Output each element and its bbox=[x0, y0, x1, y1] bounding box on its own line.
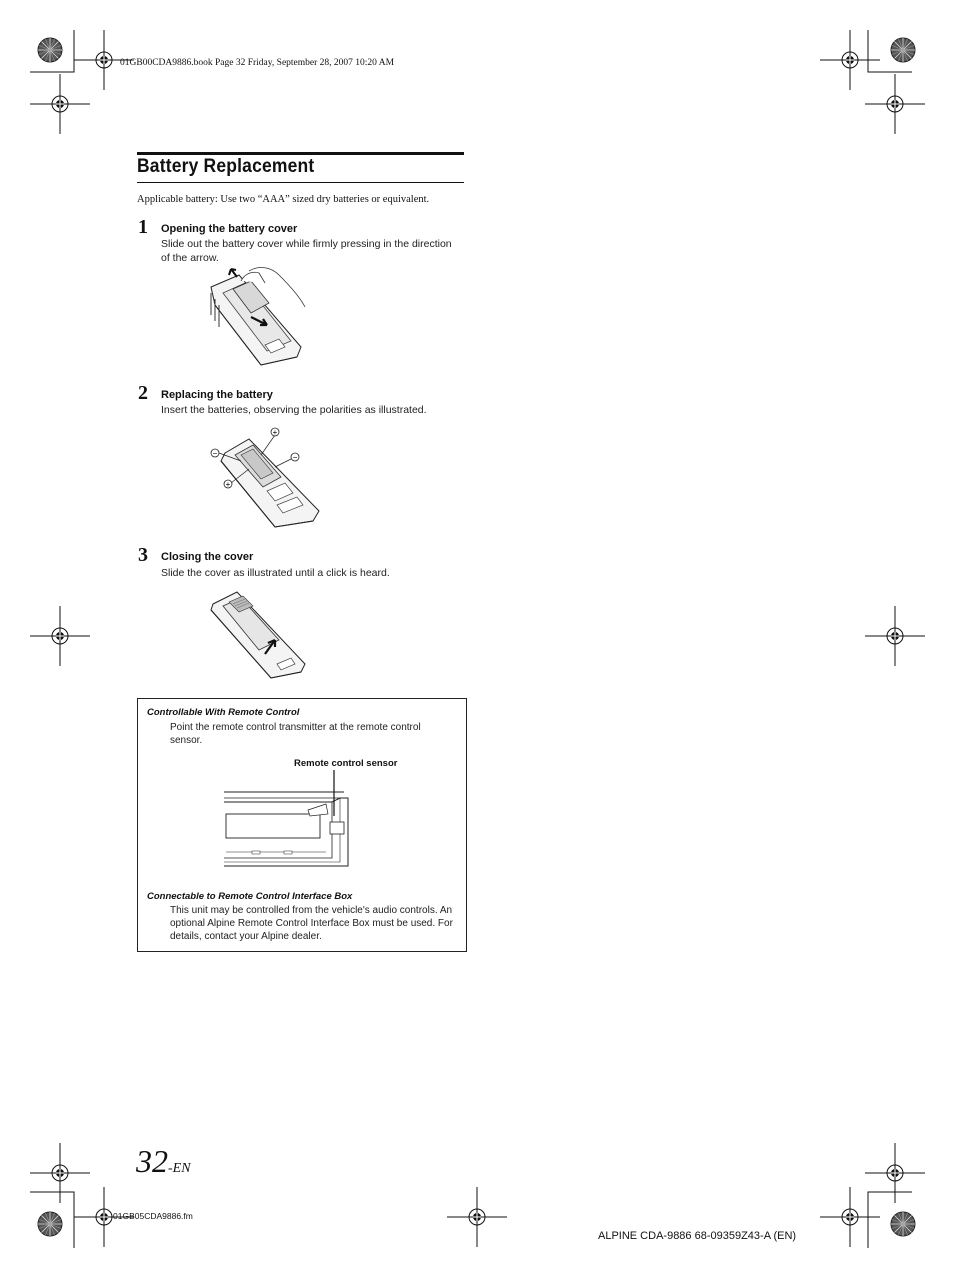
title-rule-top bbox=[137, 152, 464, 155]
page-number-value: 32 bbox=[136, 1143, 168, 1179]
step-1-title: Opening the battery cover bbox=[161, 223, 298, 235]
note-text-controllable: Point the remote control transmitter at the remote control sensor. bbox=[170, 722, 421, 746]
step-2-number: 2 bbox=[138, 382, 148, 404]
note-text-connectable: This unit may be controlled from the vehicle's audio controls. An optional Alpine Remote Control Interface Box must be used. For details, contact your Alpine dealer. bbox=[170, 905, 453, 942]
page-number-suffix: -EN bbox=[168, 1161, 191, 1176]
remote-battery-polarity-illustration bbox=[205, 425, 325, 530]
title-rule-bottom bbox=[137, 182, 464, 183]
step-3-number: 3 bbox=[138, 544, 148, 566]
polarity-minus-2: − bbox=[292, 453, 298, 462]
page-number bbox=[136, 1143, 191, 1180]
step-3-title: Closing the cover bbox=[161, 551, 254, 563]
section-title: Battery Replacement bbox=[137, 156, 315, 177]
polarity-plus-2: + bbox=[225, 480, 231, 489]
step-2-text: Insert the batteries, observing the polarities as illustrated. bbox=[161, 404, 427, 416]
section-intro: Applicable battery: Use two “AAA” sized dry batteries or equivalent. bbox=[137, 194, 430, 205]
polarity-minus-1: − bbox=[212, 449, 218, 458]
footer-file-name: 01GB05CDA9886.fm bbox=[113, 1211, 193, 1221]
step-3-text: Slide the cover as illustrated until a click is heard. bbox=[161, 567, 390, 579]
step-1-text: Slide out the battery cover while firmly pressing in the direction of the arrow. bbox=[161, 238, 452, 264]
note-heading-controllable: Controllable With Remote Control bbox=[147, 707, 300, 718]
note-heading-connectable: Connectable to Remote Control Interface Box bbox=[147, 891, 353, 902]
remote-open-cover-illustration bbox=[205, 265, 315, 373]
step-2-title: Replacing the battery bbox=[161, 389, 273, 401]
polarity-plus-1: + bbox=[272, 428, 278, 437]
sensor-label: Remote control sensor bbox=[294, 758, 398, 769]
footer-model: ALPINE CDA-9886 68-09359Z43-A (EN) bbox=[598, 1230, 797, 1242]
header-file-info: 01GB00CDA9886.book Page 32 Friday, September 28, 2007 10:20 AM bbox=[120, 58, 395, 68]
head-unit-sensor-illustration bbox=[222, 770, 354, 870]
step-1-number: 1 bbox=[138, 216, 148, 238]
remote-close-cover-illustration bbox=[205, 588, 310, 680]
